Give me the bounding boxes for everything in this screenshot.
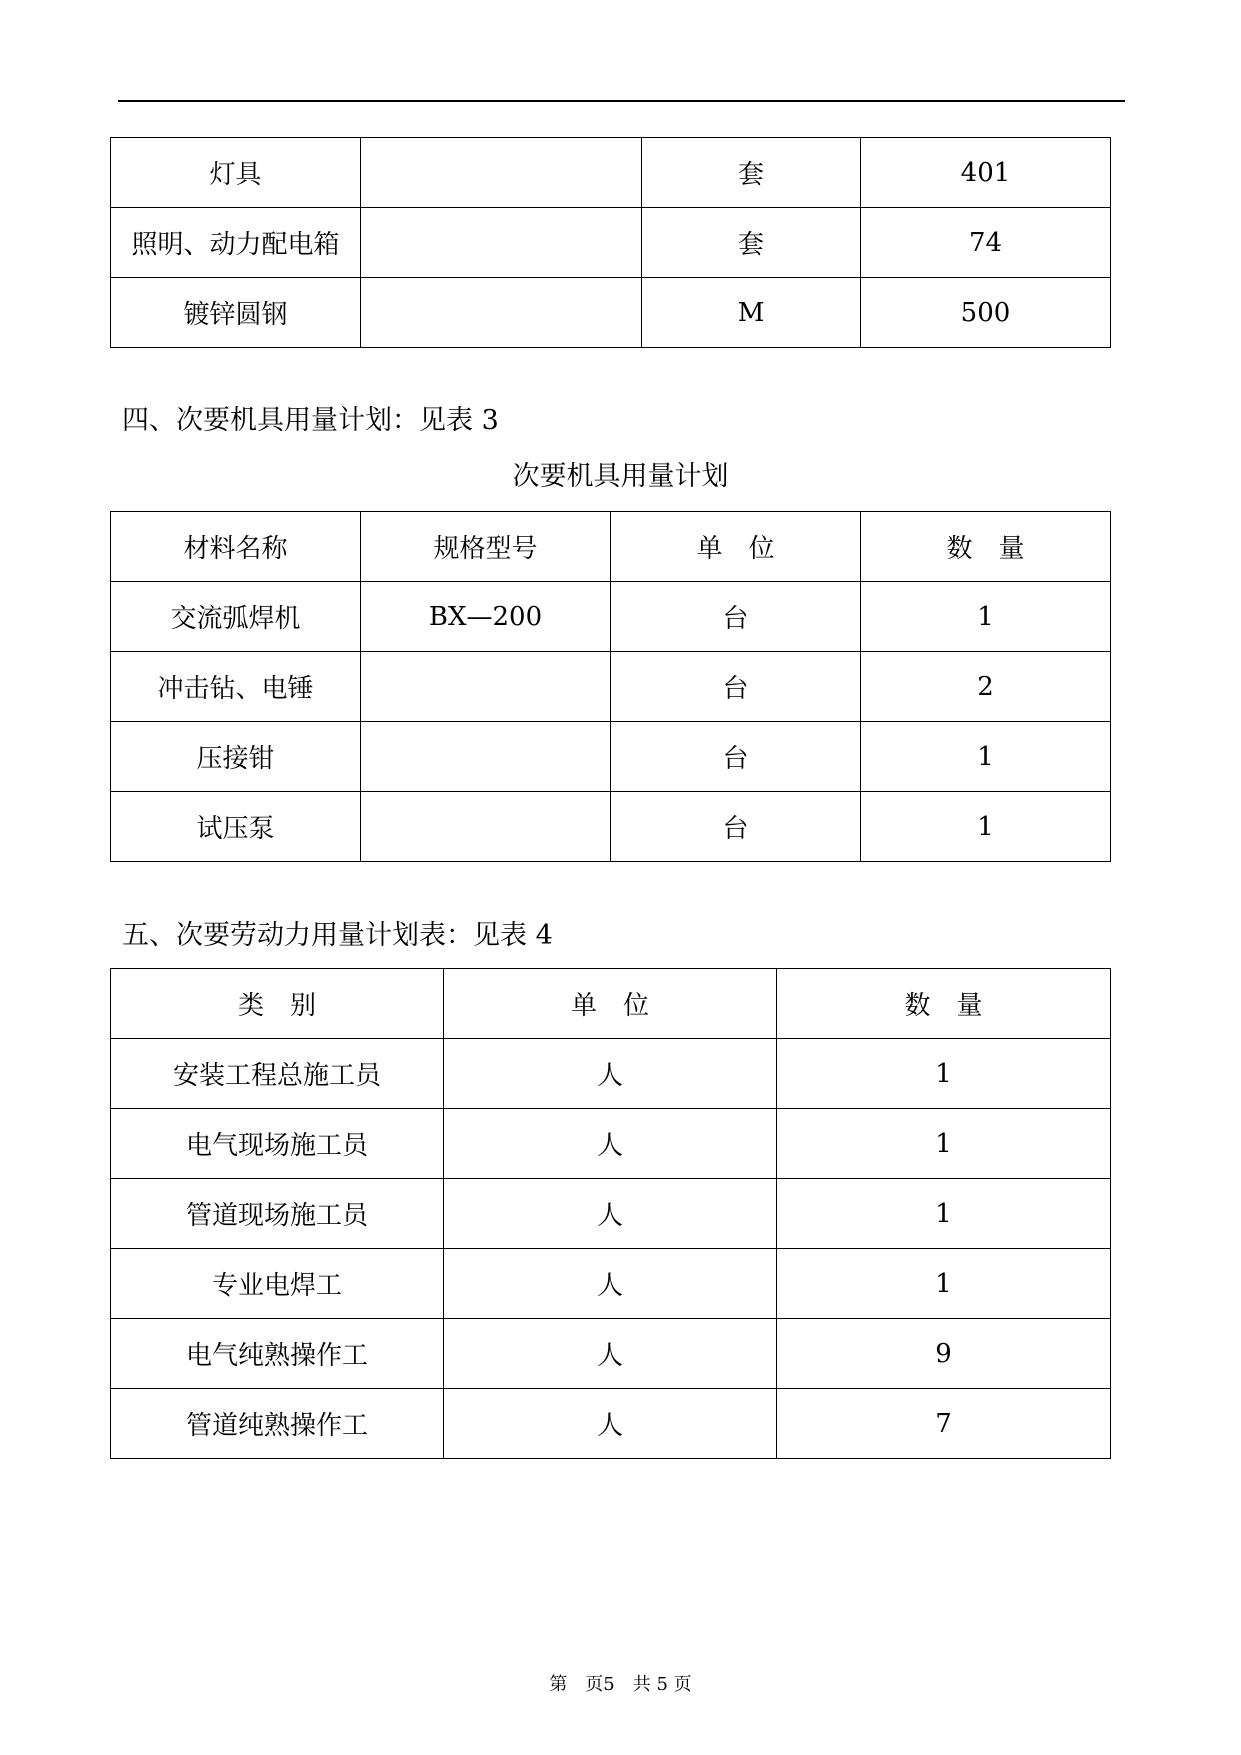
table-row bbox=[111, 1179, 1111, 1249]
labor-qty: 1 bbox=[777, 1179, 1111, 1249]
labor-category: 管道现场施工员 bbox=[111, 1179, 444, 1249]
equipment-qty: 1 bbox=[861, 792, 1111, 862]
table-row bbox=[111, 652, 1111, 722]
material-qty: 401 bbox=[861, 138, 1111, 208]
equipment-name: 压接钳 bbox=[111, 722, 361, 792]
material-name: 灯具 bbox=[111, 138, 361, 208]
material-qty: 500 bbox=[861, 278, 1111, 348]
table-header-row bbox=[111, 969, 1111, 1039]
material-spec bbox=[361, 138, 642, 208]
material-unit: 套 bbox=[642, 138, 861, 208]
header-qty: 数 量 bbox=[861, 512, 1111, 582]
labor-unit: 人 bbox=[444, 1179, 777, 1249]
equipment-table bbox=[110, 511, 1111, 862]
table-row bbox=[111, 1389, 1111, 1459]
equipment-unit: 台 bbox=[611, 722, 861, 792]
material-qty: 74 bbox=[861, 208, 1111, 278]
header-category: 类 别 bbox=[111, 969, 444, 1039]
labor-unit: 人 bbox=[444, 1249, 777, 1319]
equipment-spec bbox=[361, 652, 611, 722]
header-rule bbox=[118, 100, 1125, 102]
header-qty: 数 量 bbox=[777, 969, 1111, 1039]
equipment-name: 冲击钻、电锤 bbox=[111, 652, 361, 722]
equipment-unit: 台 bbox=[611, 582, 861, 652]
equipment-qty: 2 bbox=[861, 652, 1111, 722]
header-material-name: 材料名称 bbox=[111, 512, 361, 582]
labor-unit: 人 bbox=[444, 1319, 777, 1389]
page-footer: 第 页5 共 5 页 bbox=[549, 1674, 692, 1695]
equipment-qty: 1 bbox=[861, 582, 1111, 652]
table-row bbox=[111, 278, 1111, 348]
equipment-qty: 1 bbox=[861, 722, 1111, 792]
labor-qty: 9 bbox=[777, 1319, 1111, 1389]
header-unit: 单 位 bbox=[611, 512, 861, 582]
section-5-heading: 五、次要劳动力用量计划表：见表 4 bbox=[122, 920, 553, 951]
table-row bbox=[111, 1249, 1111, 1319]
material-unit: M bbox=[642, 278, 861, 348]
table-row bbox=[111, 582, 1111, 652]
equipment-name: 交流弧焊机 bbox=[111, 582, 361, 652]
equipment-name: 试压泵 bbox=[111, 792, 361, 862]
table-row bbox=[111, 722, 1111, 792]
equipment-unit: 台 bbox=[611, 792, 861, 862]
material-name: 镀锌圆钢 bbox=[111, 278, 361, 348]
table-row bbox=[111, 208, 1111, 278]
labor-unit: 人 bbox=[444, 1039, 777, 1109]
labor-category: 专业电焊工 bbox=[111, 1249, 444, 1319]
labor-unit: 人 bbox=[444, 1389, 777, 1459]
table-row bbox=[111, 1109, 1111, 1179]
table-row bbox=[111, 792, 1111, 862]
material-spec bbox=[361, 208, 642, 278]
labor-qty: 1 bbox=[777, 1109, 1111, 1179]
equipment-spec bbox=[361, 792, 611, 862]
material-spec bbox=[361, 278, 642, 348]
table-row bbox=[111, 1039, 1111, 1109]
labor-qty: 1 bbox=[777, 1249, 1111, 1319]
header-unit: 单 位 bbox=[444, 969, 777, 1039]
labor-category: 管道纯熟操作工 bbox=[111, 1389, 444, 1459]
equipment-spec: BX—200 bbox=[361, 582, 611, 652]
table-3-caption: 次要机具用量计划 bbox=[512, 461, 729, 492]
labor-table bbox=[110, 968, 1111, 1459]
material-unit: 套 bbox=[642, 208, 861, 278]
labor-qty: 7 bbox=[777, 1389, 1111, 1459]
material-name: 照明、动力配电箱 bbox=[111, 208, 361, 278]
table-row bbox=[111, 1319, 1111, 1389]
labor-category: 安装工程总施工员 bbox=[111, 1039, 444, 1109]
section-4-heading: 四、次要机具用量计划：见表 3 bbox=[122, 405, 499, 436]
equipment-unit: 台 bbox=[611, 652, 861, 722]
labor-qty: 1 bbox=[777, 1039, 1111, 1109]
header-spec: 规格型号 bbox=[361, 512, 611, 582]
materials-table bbox=[110, 137, 1111, 348]
labor-category: 电气现场施工员 bbox=[111, 1109, 444, 1179]
table-row bbox=[111, 138, 1111, 208]
labor-unit: 人 bbox=[444, 1109, 777, 1179]
equipment-spec bbox=[361, 722, 611, 792]
labor-category: 电气纯熟操作工 bbox=[111, 1319, 444, 1389]
table-header-row bbox=[111, 512, 1111, 582]
